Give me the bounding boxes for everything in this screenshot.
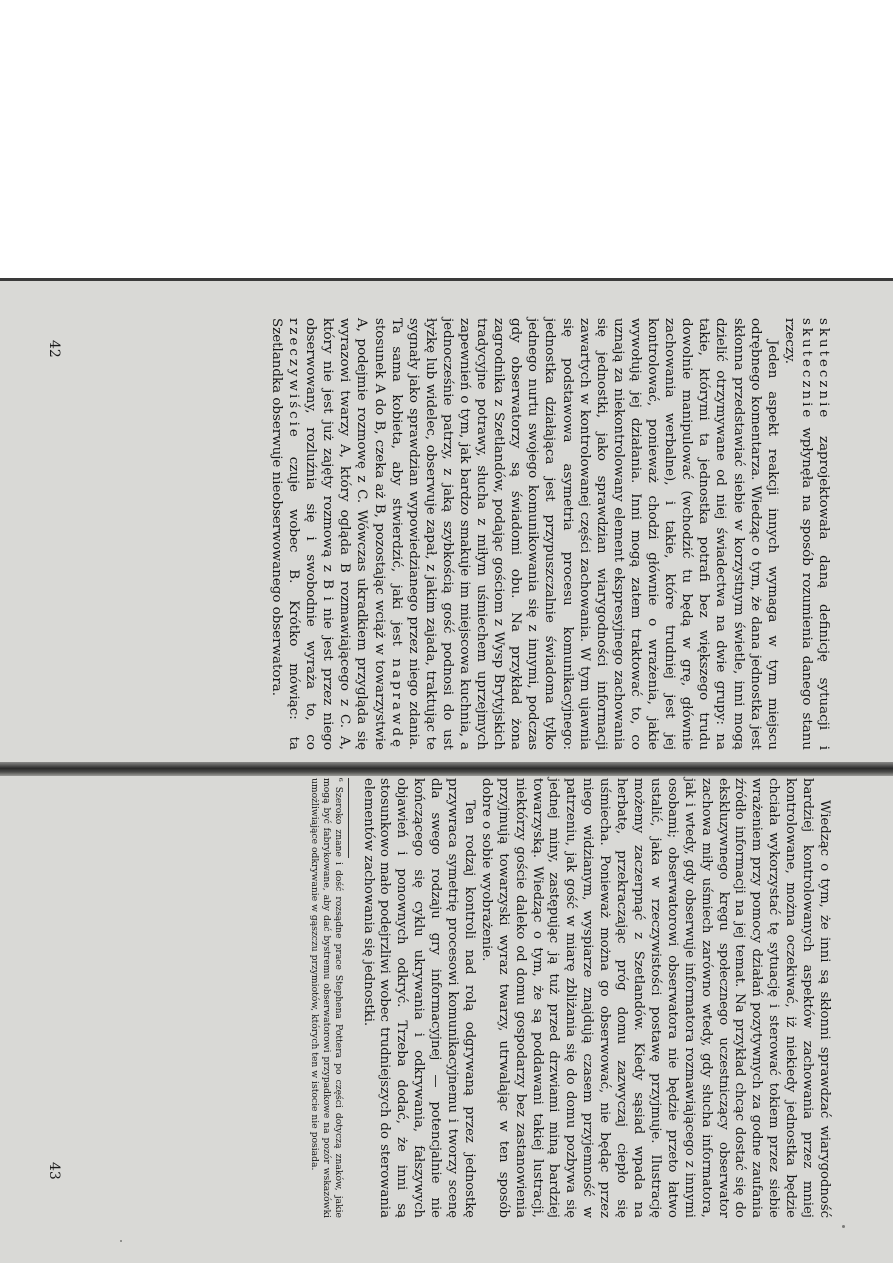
paragraph-2 — [268, 318, 781, 750]
paragraph-1 — [781, 318, 832, 750]
spaced-word: naprawdę — [388, 658, 404, 750]
page-number-left: 42 — [46, 340, 62, 358]
page-right — [32, 778, 832, 1218]
footnote-rule — [348, 778, 349, 858]
page-number-right: 43 — [46, 1162, 62, 1180]
scan-speck — [842, 1225, 845, 1228]
paragraph-text: czuje wobec B. Krótko mówiąc: ta Szetlandka obserwuje nieobserwowanego obserwatora. — [269, 318, 302, 750]
paragraph-3: Wiedząc o tym, że inni są skłonni sprawdzać wiarygodność bardziej kontrolowanych aspektów zachowania przez mniej kontrolowane, można oczekiwać, iż niekiedy jednostka będzie chciała wykorzystać tę sytuację i sterować tokiem przez siebie wrażeniem przy pomocy działań pozytywnych za godne zaufania źródło informacji na jej temat. Na przykład chcąc dostać się do ekskluzywnego kręgu społecznego uczestniczący obserwator zachowa miły uśmiech zarówno wtedy, gdy słucha informatora, jak i wtedy, gdy obserwuje informatora rozmawiającego z innymi osobami; obserwatorowi obserwatora nie będzie przeto łatwo ustalić, jaka w rzeczywistości postawę przyjmuje. Ilustrację możemy zaczerpnąć z Szetlandów. Kiedy sąsiad wpada na herbatę, przekraczając próg domu zazwyczaj ciepło się uśmiecha. Ponieważ można go obserwować, nie będąc przez niego widzianym, wyspiarze znajdują czasem przyjemność w patrzeniu, jak gość w miarę zbliżania się do domu pozbywa się jednej miny, zastępując ją tuż przed drzwiami miną bardziej towarzyską. Wiedząc o tym, że są poddawani takiej lustracji, niektórzy goście daleko od domu gospodarzy bez zastanowienia przyjmują towarzyski wyraz twarzy, utrwalając w ten sposób dobre o sobie wyobrażenie. — [478, 778, 832, 1218]
spaced-word: skutecznie — [816, 318, 831, 421]
footnote — [308, 778, 348, 1218]
paragraph-text: zaprojektowała daną definicję sytuacji i — [816, 420, 831, 750]
spaced-word: skutecznie — [798, 318, 814, 421]
scan-blank-area — [0, 0, 893, 280]
book-top-edge — [0, 278, 893, 281]
paragraph-text: wpłynęła na sposób rozumienia danego stanu rzeczy. — [781, 318, 814, 750]
book-gutter — [0, 762, 893, 776]
spaced-word: rzeczywiście — [286, 318, 302, 440]
paragraph-4: Ten rodzaj kontroli nad rolą odgrywaną przez jednostkę przywraca symetrię procesowi komunikacyjnemu i tworzy scenę dla swego rodzaju gry informacyjnej — potencjalnie nie kończącego się cyklu ukrywania i odkrywania, fałszywych objawień i ponownych odkryć. Trzeba dodać, że inni są stosunkowo mało podejrzliwi wobec trudniejszych do sterowania elementów zachowania się jednostki. — [360, 778, 477, 1218]
paragraph-text: stosunek A do B, czeka aż B, pozostając wciąż w towarzystwie A, podejmie rozmowę z C. Wówczas ukradkiem przygląda się wyrazowi twarzy A, który ogląda B rozmawiającego z C. A, który nie jest już zajęty rozmową z B i nie jest przez niego obserwowany, rozluźnia się i swobodnie wyraża to, co — [303, 318, 387, 750]
scan-speck — [120, 1240, 122, 1242]
footnote-text: ⁶ Szeroko znane i dość rozsądne prace Stephena Pottera po części dotyczą znaków, jakie mogą być fabrykowane, aby dać bystremu obserwatorowi przypadkowe na pozór wskazówki umożliwiające odkrywanie w gąszczu przymiotów, których ten w istocie nie posiada. — [309, 778, 344, 1218]
page-left — [32, 318, 832, 750]
paragraph-text: Jeden aspekt reakcji innych wymaga w tym miejscu odrębnego komentarza. Wiedząc o tym, że dana jednostka jest skłonna przedstawiać siebie w korzystnym świetle, inni mogą dzielić otrzymywane od niej świadectwa na dwie grupy: na takie, którymi ta jednostka potrafi bez większego trudu dowolnie manipulować (wchodzić tu będą w grę, głównie zachowania werbalne), i takie, które trudniej jest jej kontrolować, ponieważ chodzi głównie o wrażenia, jakie wywołują jej działania. Inni mogą zatem traktować to, co uznają za niekontrolowany element ekspresyjnego zachowania się jednostki, jako sprawdzian wiarygodności informacji zawartych w kontrolowanej części zachowania. W tym ujawnia się podstawowa asymetria procesu komunikacyjnego: jednostka działająca jest przypuszczalnie świadoma tylko jednego nurtu swojego komunikowania się z innymi, podczas gdy obserwatorzy są świadomi obu. Na przykład żona zagrodnika z Szetlandów, podając gościom z Wysp Brytyjskich tradycyjne potrawy, słucha z miłym uśmiechem uprzejmych zapewnień o tym, jak bardzo smakuje im miejscowa kuchnia, a jednocześnie patrzy, z jaką szybkością gość podnosi do ust łyżkę lub widelec, obserwuje zapał, z jakim zajada, traktując te sygnały jako sprawdzian wypowiedzianego przez niego zdania. Ta sama kobieta, aby stwierdzić, jaki jest — [388, 318, 780, 750]
